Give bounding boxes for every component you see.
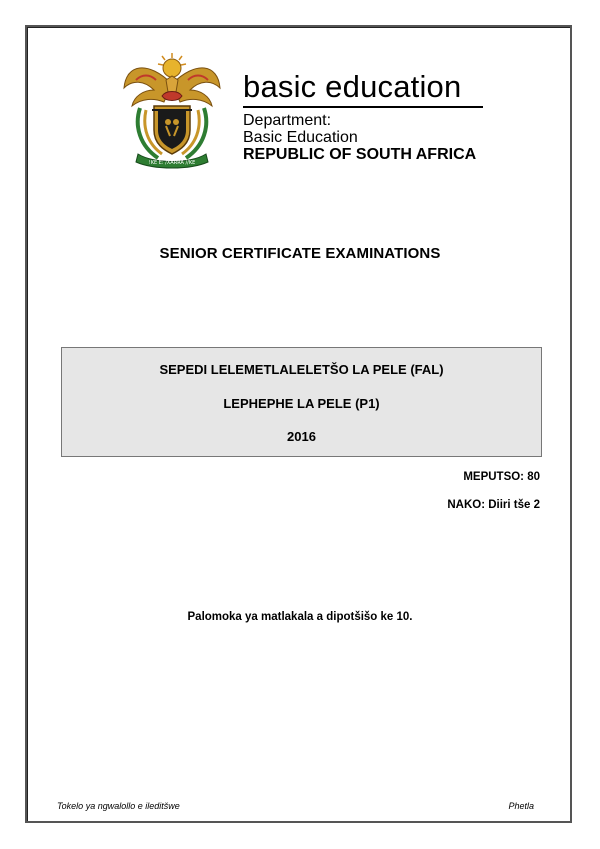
coat-of-arms-logo: [118, 50, 226, 170]
brand-title: basic education: [243, 69, 462, 104]
time-allowed: NAKO: Diiri tše 2: [447, 499, 540, 511]
exam-year: 2016: [287, 429, 316, 444]
country-name: REPUBLIC OF SOUTH AFRICA: [243, 146, 477, 163]
department-label: Department:: [243, 112, 332, 129]
brand-divider: [243, 106, 483, 108]
turn-over-footer: Phetla: [508, 801, 534, 811]
paper-number: LEPHEPHE LA PELE (P1): [223, 396, 380, 411]
subject-box: [61, 347, 542, 457]
marks-total: MEPUTSO: 80: [463, 471, 540, 483]
copyright-footer: Tokelo ya ngwalollo e ileditšwe: [57, 801, 180, 811]
subject-name: SEPEDI LELEMETLALELETŠO LA PELE (FAL): [159, 362, 444, 377]
exam-title: SENIOR CERTIFICATE EXAMINATIONS: [159, 245, 441, 262]
page-count-note: Palomoka ya matlakala a dipotšišo ke 10.: [187, 611, 413, 623]
department-name: Basic Education: [243, 129, 358, 146]
crest-motto: !KE E: /XARRA //KE: [148, 160, 196, 166]
